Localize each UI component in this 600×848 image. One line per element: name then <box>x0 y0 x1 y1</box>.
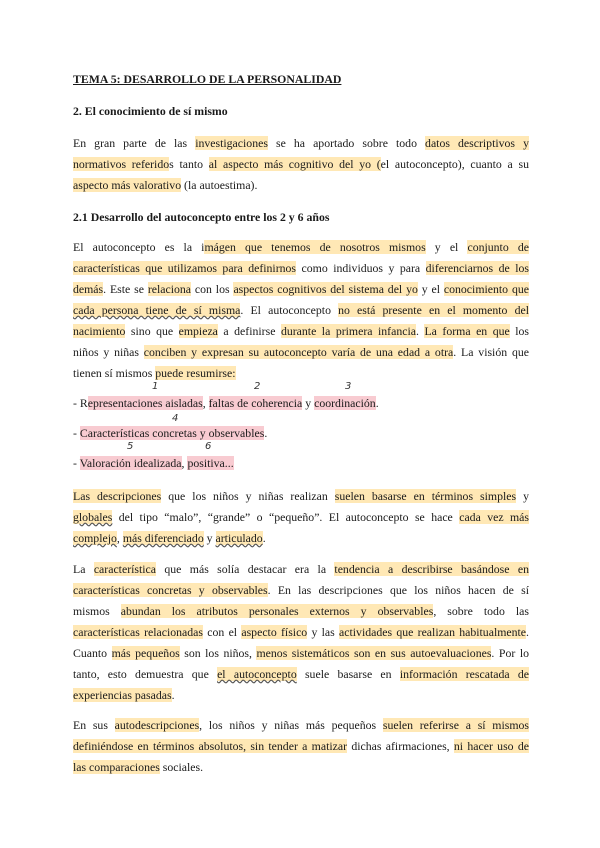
paragraph-line: globales del tipo “malo”, “grande” o “pequeño”. El autoconcepto se hace cada vez más <box>73 510 529 524</box>
paragraph-line: cada persona tiene de sí misma. El autoconcepto no está presente en el momento del <box>73 303 529 317</box>
paragraph-line: características relacionadas con el aspecto físico y las actividades que realizan habitualmente. <box>73 625 529 639</box>
handwritten-mark: 5 <box>127 441 134 452</box>
list-item: - Representaciones aisladas, faltas de coherencia y coordinación. <box>73 396 379 410</box>
list-item: - Características concretas y observables. <box>73 426 268 440</box>
paragraph-line: tanto, esto demuestra que el autoconcepto suele basarse en información rescatada de <box>73 667 529 681</box>
paragraph-line: normativos referidos tanto al aspecto más cognitivo del yo (el autoconcepto), cuanto a su <box>73 157 529 171</box>
paragraph-line: tienen sí mismos puede resumirse: <box>73 366 236 380</box>
paragraph-line: La característica que más solía destacar era la tendencia a describirse basándose en <box>73 562 530 576</box>
paragraph-line: Las descripciones que los niños y niñas realizan suelen basarse en términos simples y <box>73 489 529 503</box>
handwritten-mark: 3 <box>345 381 352 392</box>
paragraph-line: Cuanto más pequeños son los niños, menos sistemáticos son en sus autoevaluaciones. Por lo <box>73 646 529 660</box>
paragraph-line: niños y niñas conciben y expresan su autoconcepto varía de una edad a otra. La visión que <box>73 345 529 359</box>
paragraph-line: En sus autodescripciones, los niños y niñas más pequeños suelen referirse a sí mismos <box>73 718 529 732</box>
list-item: - Valoración idealizada, positiva... <box>73 456 234 470</box>
handwritten-mark: 6 <box>205 441 212 452</box>
handwritten-mark: 4 <box>172 413 179 424</box>
paragraph-line: demás. Este se relaciona con los aspectos cognitivos del sistema del yo y el conocimiento que <box>73 282 529 296</box>
paragraph-line: El autoconcepto es la imágen que tenemos de nosotros mismos y el conjunto de <box>73 240 529 254</box>
paragraph-line: aspecto más valorativo (la autoestima). <box>73 178 258 192</box>
section-2-1-heading: 2.1 Desarrollo del autoconcepto entre los 2 y 6 años <box>73 210 330 224</box>
paragraph-line: complejo, más diferenciado y articulado. <box>73 531 266 545</box>
paragraph-line: definiéndose en términos absolutos, sin tender a matizar dichas afirmaciones, ni hacer uso de <box>73 739 529 753</box>
paragraph-line: las comparaciones sociales. <box>73 760 204 774</box>
paragraph-line: características concretas y observables. En las descripciones que los niños hacen de sí <box>73 583 529 597</box>
paragraph-line: experiencias pasadas. <box>73 688 175 702</box>
paragraph-line: características que utilizamos para definirnos como individuos y para diferenciarnos de los <box>73 261 529 275</box>
paragraph-line: mismos abundan los atributos personales externos y observables, sobre todo las <box>73 604 529 618</box>
section-2-heading: 2. El conocimiento de sí mismo <box>73 104 228 118</box>
paragraph-line: En gran parte de las investigaciones se ha aportado sobre todo datos descriptivos y <box>73 136 529 150</box>
paragraph-line: nacimiento sino que empieza a definirse durante la primera infancia. La forma en que los <box>73 324 530 338</box>
handwritten-mark: 2 <box>254 381 261 392</box>
handwritten-mark: 1 <box>152 381 159 392</box>
page-title: TEMA 5: DESARROLLO DE LA PERSONALIDAD <box>73 72 342 86</box>
